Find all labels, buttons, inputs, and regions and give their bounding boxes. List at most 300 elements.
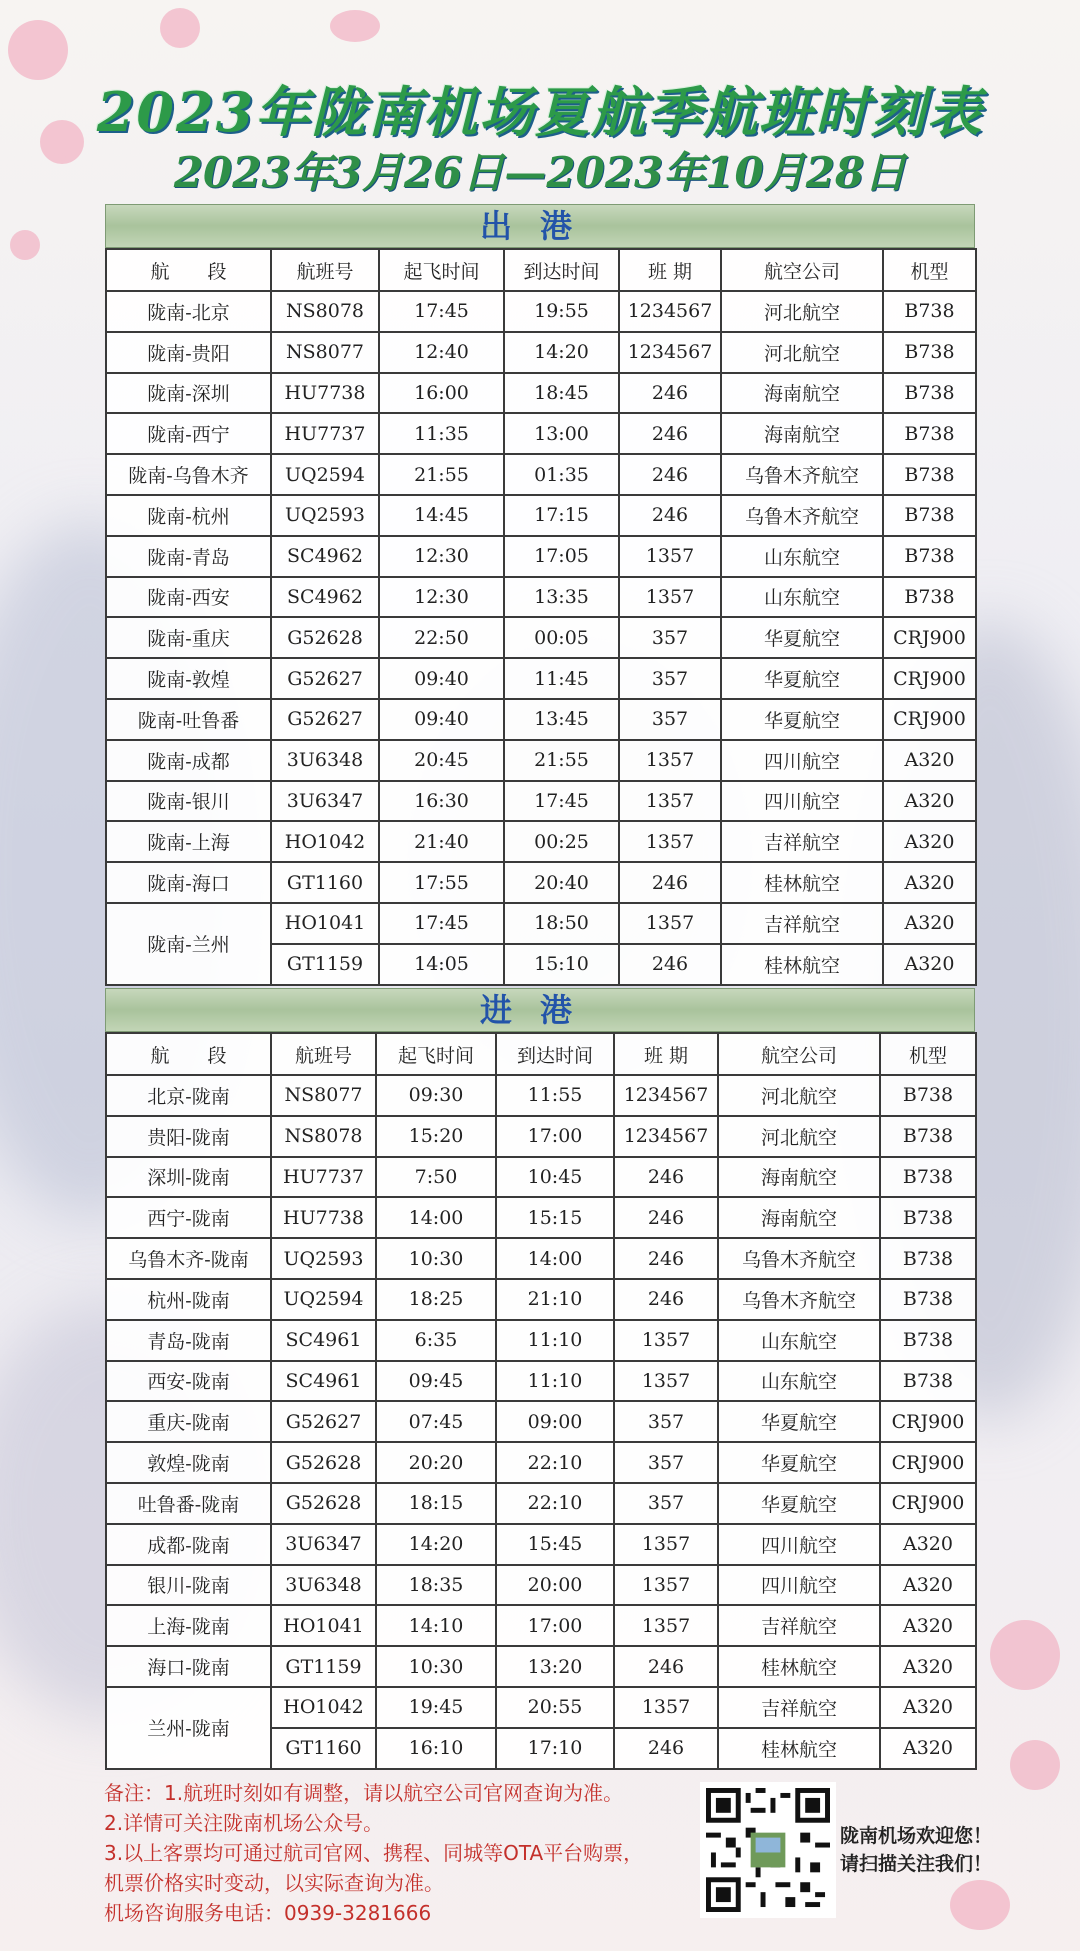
aircraft-type-cell: B738 [880, 1116, 976, 1157]
airline-cell: 河北航空 [721, 291, 883, 332]
aircraft-type-cell: A320 [880, 1565, 976, 1606]
table-row [106, 577, 976, 618]
airline-cell: 海南航空 [718, 1197, 880, 1238]
route-cell: 陇南-海口 [106, 862, 271, 903]
airline-cell: 乌鲁木齐航空 [718, 1279, 880, 1320]
arrival-time-cell: 20:00 [496, 1565, 614, 1606]
flight-number-cell: G52628 [271, 1483, 376, 1524]
route-cell: 兰州-陇南 [106, 1687, 271, 1769]
table-row [106, 1401, 976, 1442]
flight-number-cell: GT1159 [271, 1646, 376, 1687]
route-cell: 西安-陇南 [106, 1361, 271, 1402]
departure-time-cell: 18:25 [376, 1279, 496, 1320]
flight-number-cell: UQ2594 [271, 454, 379, 495]
route-cell: 陇南-青岛 [106, 536, 271, 577]
schedule-days-cell: 1234567 [614, 1075, 718, 1116]
airline-cell: 吉祥航空 [721, 903, 883, 944]
table-row [106, 617, 976, 658]
arrival-time-cell: 20:55 [496, 1687, 614, 1728]
flight-number-cell: G52628 [271, 617, 379, 658]
route-cell: 陇南-重庆 [106, 617, 271, 658]
arrival-time-cell: 10:45 [496, 1157, 614, 1198]
departure-time-cell: 14:20 [376, 1524, 496, 1565]
route-cell: 陇南-吐鲁番 [106, 699, 271, 740]
departure-time-cell: 12:40 [379, 332, 504, 373]
airline-cell: 四川航空 [718, 1565, 880, 1606]
table-row [106, 1483, 976, 1524]
airline-cell: 乌鲁木齐航空 [718, 1238, 880, 1279]
schedule-days-cell: 1234567 [619, 291, 721, 332]
flight-number-cell: HU7737 [271, 1157, 376, 1198]
table-row [106, 1361, 976, 1402]
flight-number-cell: 3U6348 [271, 1565, 376, 1606]
column-header: 起飞时间 [379, 249, 504, 291]
arrival-time-cell: 22:10 [496, 1483, 614, 1524]
arrival-time-cell: 15:15 [496, 1197, 614, 1238]
flight-number-cell: SC4962 [271, 536, 379, 577]
arrival-time-cell: 17:45 [504, 781, 619, 822]
flight-number-cell: GT1160 [271, 1728, 376, 1769]
schedule-days-cell: 1357 [614, 1320, 718, 1361]
aircraft-type-cell: CRJ900 [883, 617, 976, 658]
flight-number-cell: SC4962 [271, 577, 379, 618]
route-cell: 贵阳-陇南 [106, 1116, 271, 1157]
airline-cell: 山东航空 [721, 536, 883, 577]
table-row [106, 862, 976, 903]
schedule-days-cell: 357 [619, 699, 721, 740]
departure-time-cell: 11:35 [379, 413, 504, 454]
departure-time-cell: 14:45 [379, 495, 504, 536]
table-row [106, 1646, 976, 1687]
schedule-days-cell: 357 [619, 617, 721, 658]
column-header: 航空公司 [721, 249, 883, 291]
route-cell: 重庆-陇南 [106, 1401, 271, 1442]
arrival-time-cell: 11:10 [496, 1361, 614, 1402]
schedule-days-cell: 246 [614, 1279, 718, 1320]
departure-time-cell: 10:30 [376, 1646, 496, 1687]
column-header: 航空公司 [718, 1033, 880, 1075]
notes [104, 1778, 704, 1928]
flight-number-cell: NS8078 [271, 291, 379, 332]
aircraft-type-cell: B738 [880, 1157, 976, 1198]
schedule-days-cell: 246 [619, 373, 721, 414]
aircraft-type-cell: B738 [883, 536, 976, 577]
flight-number-cell: G52627 [271, 699, 379, 740]
flight-number-cell: 3U6348 [271, 740, 379, 781]
departure-time-cell: 12:30 [379, 577, 504, 618]
flight-number-cell: HO1041 [271, 903, 379, 944]
airline-cell: 河北航空 [718, 1075, 880, 1116]
arrival-time-cell: 13:20 [496, 1646, 614, 1687]
departure-time-cell: 22:50 [379, 617, 504, 658]
aircraft-type-cell: CRJ900 [883, 658, 976, 699]
airline-cell: 山东航空 [721, 577, 883, 618]
schedule-days-cell: 246 [619, 454, 721, 495]
table-row [106, 1075, 976, 1116]
aircraft-type-cell: B738 [880, 1075, 976, 1116]
flight-number-cell: HU7738 [271, 373, 379, 414]
aircraft-type-cell: A320 [880, 1646, 976, 1687]
arrival-time-cell: 01:35 [504, 454, 619, 495]
aircraft-type-cell: A320 [883, 862, 976, 903]
arrival-time-cell: 11:45 [504, 658, 619, 699]
route-cell: 敦煌-陇南 [106, 1442, 271, 1483]
airline-cell: 四川航空 [718, 1524, 880, 1565]
table-row [106, 1687, 976, 1728]
arrival-time-cell: 09:00 [496, 1401, 614, 1442]
flight-number-cell: SC4961 [271, 1320, 376, 1361]
column-header: 航 段 [106, 249, 271, 291]
flight-number-cell: HO1042 [271, 821, 379, 862]
departure-time-cell: 14:10 [376, 1605, 496, 1646]
departures-header-row [106, 249, 976, 291]
airline-cell: 山东航空 [718, 1320, 880, 1361]
table-row [106, 1279, 976, 1320]
aircraft-type-cell: B738 [883, 413, 976, 454]
departure-time-cell: 20:20 [376, 1442, 496, 1483]
route-cell: 杭州-陇南 [106, 1279, 271, 1320]
flight-number-cell: GT1159 [271, 944, 379, 985]
schedule-days-cell: 246 [614, 1197, 718, 1238]
qr-code-icon[interactable] [700, 1782, 836, 1918]
column-header: 航 段 [106, 1033, 271, 1075]
arrival-time-cell: 21:10 [496, 1279, 614, 1320]
departure-time-cell: 14:05 [379, 944, 504, 985]
route-cell: 陇南-兰州 [106, 903, 271, 985]
aircraft-type-cell: B738 [880, 1320, 976, 1361]
schedule-days-cell: 246 [614, 1728, 718, 1769]
departure-time-cell: 6:35 [376, 1320, 496, 1361]
arrival-time-cell: 15:10 [504, 944, 619, 985]
airline-cell: 桂林航空 [718, 1646, 880, 1687]
airline-cell: 乌鲁木齐航空 [721, 495, 883, 536]
aircraft-type-cell: B738 [883, 577, 976, 618]
table-row [106, 1524, 976, 1565]
arrival-time-cell: 14:20 [504, 332, 619, 373]
schedule-days-cell: 357 [614, 1401, 718, 1442]
route-cell: 陇南-杭州 [106, 495, 271, 536]
note-line: 备注：1.航班时刻如有调整，请以航空公司官网查询为准。 [104, 1781, 624, 1805]
aircraft-type-cell: B738 [883, 495, 976, 536]
schedule-days-cell: 1234567 [614, 1116, 718, 1157]
route-cell: 乌鲁木齐-陇南 [106, 1238, 271, 1279]
route-cell: 陇南-西宁 [106, 413, 271, 454]
table-row [106, 1157, 976, 1198]
schedule-days-cell: 1357 [614, 1687, 718, 1728]
arrival-time-cell: 17:05 [504, 536, 619, 577]
flight-number-cell: HO1042 [271, 1687, 376, 1728]
table-row [106, 658, 976, 699]
schedule-days-cell: 357 [619, 658, 721, 699]
table-row [106, 332, 976, 373]
note-line: 3.以上客票均可通过航司官网、携程、同城等OTA平台购票， [104, 1841, 644, 1865]
airline-cell: 华夏航空 [721, 617, 883, 658]
table-row [106, 1565, 976, 1606]
aircraft-type-cell: A320 [880, 1524, 976, 1565]
aircraft-type-cell: B738 [880, 1279, 976, 1320]
aircraft-type-cell: A320 [880, 1605, 976, 1646]
departure-time-cell: 07:45 [376, 1401, 496, 1442]
date-range: 2023年3月26日—2023年10月28日 [173, 148, 907, 197]
column-header: 航班号 [271, 249, 379, 291]
departure-time-cell: 17:45 [379, 291, 504, 332]
flight-number-cell: NS8078 [271, 1116, 376, 1157]
departure-time-cell: 19:45 [376, 1687, 496, 1728]
column-header: 起飞时间 [376, 1033, 496, 1075]
departure-time-cell: 20:45 [379, 740, 504, 781]
arrival-time-cell: 19:55 [504, 291, 619, 332]
schedule-days-cell: 1357 [619, 577, 721, 618]
table-row [106, 1442, 976, 1483]
table-row [106, 413, 976, 454]
aircraft-type-cell: B738 [883, 373, 976, 414]
table-row [106, 1116, 976, 1157]
arrivals-table [105, 1032, 977, 1770]
note-line: 机票价格实时变动，以实际查询为准。 [104, 1871, 444, 1895]
airline-cell: 吉祥航空 [718, 1687, 880, 1728]
departure-time-cell: 16:00 [379, 373, 504, 414]
route-cell: 西宁-陇南 [106, 1197, 271, 1238]
airline-cell: 华夏航空 [718, 1401, 880, 1442]
schedule-days-cell: 1357 [619, 821, 721, 862]
table-row [106, 495, 976, 536]
departure-time-cell: 09:30 [376, 1075, 496, 1116]
departures-section-label: 出港 [105, 204, 975, 248]
airline-cell: 海南航空 [721, 413, 883, 454]
departures-table [105, 248, 977, 986]
airline-cell: 河北航空 [721, 332, 883, 373]
airline-cell: 桂林航空 [718, 1728, 880, 1769]
flight-number-cell: G52628 [271, 1442, 376, 1483]
airline-cell: 吉祥航空 [718, 1605, 880, 1646]
arrival-time-cell: 17:10 [496, 1728, 614, 1769]
arrival-time-cell: 15:45 [496, 1524, 614, 1565]
schedule-days-cell: 1357 [619, 781, 721, 822]
route-cell: 吐鲁番-陇南 [106, 1483, 271, 1524]
arrivals-section-label: 进港 [105, 988, 975, 1032]
airline-cell: 海南航空 [718, 1157, 880, 1198]
flight-number-cell: HU7738 [271, 1197, 376, 1238]
arrival-time-cell: 00:25 [504, 821, 619, 862]
aircraft-type-cell: B738 [880, 1361, 976, 1402]
arrival-time-cell: 18:50 [504, 903, 619, 944]
welcome-message [840, 1822, 1020, 1878]
departure-time-cell: 17:55 [379, 862, 504, 903]
schedule-days-cell: 246 [619, 862, 721, 903]
route-cell: 北京-陇南 [106, 1075, 271, 1116]
aircraft-type-cell: B738 [883, 332, 976, 373]
arrival-time-cell: 14:00 [496, 1238, 614, 1279]
airline-cell: 海南航空 [721, 373, 883, 414]
column-header: 机型 [883, 249, 976, 291]
schedule-days-cell: 246 [619, 944, 721, 985]
flight-number-cell: G52627 [271, 658, 379, 699]
table-row [106, 291, 976, 332]
table-row [106, 1197, 976, 1238]
flight-number-cell: UQ2593 [271, 495, 379, 536]
table-row [106, 373, 976, 414]
airline-cell: 山东航空 [718, 1361, 880, 1402]
schedule-days-cell: 1234567 [619, 332, 721, 373]
column-header: 班 期 [619, 249, 721, 291]
airline-cell: 乌鲁木齐航空 [721, 454, 883, 495]
airline-cell: 四川航空 [721, 740, 883, 781]
schedule-days-cell: 1357 [619, 740, 721, 781]
aircraft-type-cell: A320 [883, 781, 976, 822]
schedule-days-cell: 246 [619, 413, 721, 454]
departure-time-cell: 10:30 [376, 1238, 496, 1279]
table-row [106, 1238, 976, 1279]
schedule-days-cell: 1357 [619, 536, 721, 577]
arrival-time-cell: 11:55 [496, 1075, 614, 1116]
aircraft-type-cell: A320 [880, 1687, 976, 1728]
departure-time-cell: 16:30 [379, 781, 504, 822]
departure-time-cell: 18:35 [376, 1565, 496, 1606]
welcome-line: 陇南机场欢迎您！ [840, 1825, 993, 1847]
table-row [106, 903, 976, 944]
schedule-days-cell: 1357 [614, 1524, 718, 1565]
route-cell: 陇南-贵阳 [106, 332, 271, 373]
note-line: 机场咨询服务电话：0939-3281666 [104, 1901, 432, 1925]
flight-number-cell: NS8077 [271, 1075, 376, 1116]
schedule-days-cell: 246 [614, 1238, 718, 1279]
schedule-days-cell: 1357 [619, 903, 721, 944]
aircraft-type-cell: A320 [883, 903, 976, 944]
route-cell: 银川-陇南 [106, 1565, 271, 1606]
flight-number-cell: HO1041 [271, 1605, 376, 1646]
departure-time-cell: 12:30 [379, 536, 504, 577]
departure-time-cell: 09:40 [379, 699, 504, 740]
schedule-days-cell: 246 [614, 1646, 718, 1687]
table-row [106, 454, 976, 495]
column-header: 班 期 [614, 1033, 718, 1075]
arrivals-header-row [106, 1033, 976, 1075]
aircraft-type-cell: CRJ900 [880, 1483, 976, 1524]
route-cell: 成都-陇南 [106, 1524, 271, 1565]
departure-time-cell: 7:50 [376, 1157, 496, 1198]
flight-number-cell: GT1160 [271, 862, 379, 903]
arrival-time-cell: 13:45 [504, 699, 619, 740]
schedule-days-cell: 246 [614, 1157, 718, 1198]
schedule-days-cell: 1357 [614, 1565, 718, 1606]
departure-time-cell: 21:55 [379, 454, 504, 495]
route-cell: 海口-陇南 [106, 1646, 271, 1687]
table-row [106, 536, 976, 577]
airline-cell: 华夏航空 [718, 1442, 880, 1483]
departure-time-cell: 17:45 [379, 903, 504, 944]
flight-number-cell: UQ2593 [271, 1238, 376, 1279]
flight-number-cell: HU7737 [271, 413, 379, 454]
airline-cell: 桂林航空 [721, 944, 883, 985]
aircraft-type-cell: B738 [883, 454, 976, 495]
table-row [106, 1605, 976, 1646]
column-header: 机型 [880, 1033, 976, 1075]
departure-time-cell: 09:40 [379, 658, 504, 699]
arrival-time-cell: 22:10 [496, 1442, 614, 1483]
aircraft-type-cell: A320 [883, 821, 976, 862]
table-row [106, 1320, 976, 1361]
schedule-days-cell: 357 [614, 1442, 718, 1483]
route-cell: 陇南-敦煌 [106, 658, 271, 699]
aircraft-type-cell: B738 [883, 291, 976, 332]
arrival-time-cell: 18:45 [504, 373, 619, 414]
airline-cell: 四川航空 [721, 781, 883, 822]
arrival-time-cell: 00:05 [504, 617, 619, 658]
table-row [106, 781, 976, 822]
arrival-time-cell: 20:40 [504, 862, 619, 903]
flight-number-cell: UQ2594 [271, 1279, 376, 1320]
route-cell: 陇南-银川 [106, 781, 271, 822]
aircraft-type-cell: CRJ900 [880, 1401, 976, 1442]
route-cell: 陇南-深圳 [106, 373, 271, 414]
flight-number-cell: 3U6347 [271, 1524, 376, 1565]
table-row [106, 699, 976, 740]
departure-time-cell: 18:15 [376, 1483, 496, 1524]
aircraft-type-cell: CRJ900 [880, 1442, 976, 1483]
aircraft-type-cell: A320 [883, 740, 976, 781]
route-cell: 青岛-陇南 [106, 1320, 271, 1361]
arrival-time-cell: 11:10 [496, 1320, 614, 1361]
flight-number-cell: SC4961 [271, 1361, 376, 1402]
departure-time-cell: 09:45 [376, 1361, 496, 1402]
route-cell: 陇南-乌鲁木齐 [106, 454, 271, 495]
welcome-line: 请扫描关注我们！ [840, 1853, 993, 1875]
airline-cell: 吉祥航空 [721, 821, 883, 862]
route-cell: 深圳-陇南 [106, 1157, 271, 1198]
arrival-time-cell: 17:15 [504, 495, 619, 536]
aircraft-type-cell: B738 [880, 1197, 976, 1238]
aircraft-type-cell: CRJ900 [883, 699, 976, 740]
departure-time-cell: 21:40 [379, 821, 504, 862]
route-cell: 陇南-成都 [106, 740, 271, 781]
airline-cell: 华夏航空 [721, 658, 883, 699]
aircraft-type-cell: A320 [883, 944, 976, 985]
aircraft-type-cell: B738 [880, 1238, 976, 1279]
route-cell: 陇南-北京 [106, 291, 271, 332]
route-cell: 陇南-西安 [106, 577, 271, 618]
departure-time-cell: 16:10 [376, 1728, 496, 1769]
table-row [106, 740, 976, 781]
flight-number-cell: 3U6347 [271, 781, 379, 822]
airline-cell: 桂林航空 [721, 862, 883, 903]
schedule-days-cell: 357 [614, 1483, 718, 1524]
flight-number-cell: G52627 [271, 1401, 376, 1442]
schedule-days-cell: 1357 [614, 1361, 718, 1402]
column-header: 到达时间 [496, 1033, 614, 1075]
table-row [106, 821, 976, 862]
arrival-time-cell: 21:55 [504, 740, 619, 781]
arrival-time-cell: 17:00 [496, 1605, 614, 1646]
note-line: 2.详情可关注陇南机场公众号。 [104, 1811, 384, 1835]
route-cell: 陇南-上海 [106, 821, 271, 862]
schedule-days-cell: 1357 [614, 1605, 718, 1646]
column-header: 航班号 [271, 1033, 376, 1075]
airline-cell: 华夏航空 [721, 699, 883, 740]
departure-time-cell: 15:20 [376, 1116, 496, 1157]
schedule-days-cell: 246 [619, 495, 721, 536]
arrival-time-cell: 17:00 [496, 1116, 614, 1157]
aircraft-type-cell: A320 [880, 1728, 976, 1769]
arrival-time-cell: 13:35 [504, 577, 619, 618]
flight-number-cell: NS8077 [271, 332, 379, 373]
column-header: 到达时间 [504, 249, 619, 291]
route-cell: 上海-陇南 [106, 1605, 271, 1646]
page-title: 2023年陇南机场夏航季航班时刻表 [96, 80, 984, 144]
airline-cell: 河北航空 [718, 1116, 880, 1157]
airline-cell: 华夏航空 [718, 1483, 880, 1524]
departure-time-cell: 14:00 [376, 1197, 496, 1238]
arrival-time-cell: 13:00 [504, 413, 619, 454]
